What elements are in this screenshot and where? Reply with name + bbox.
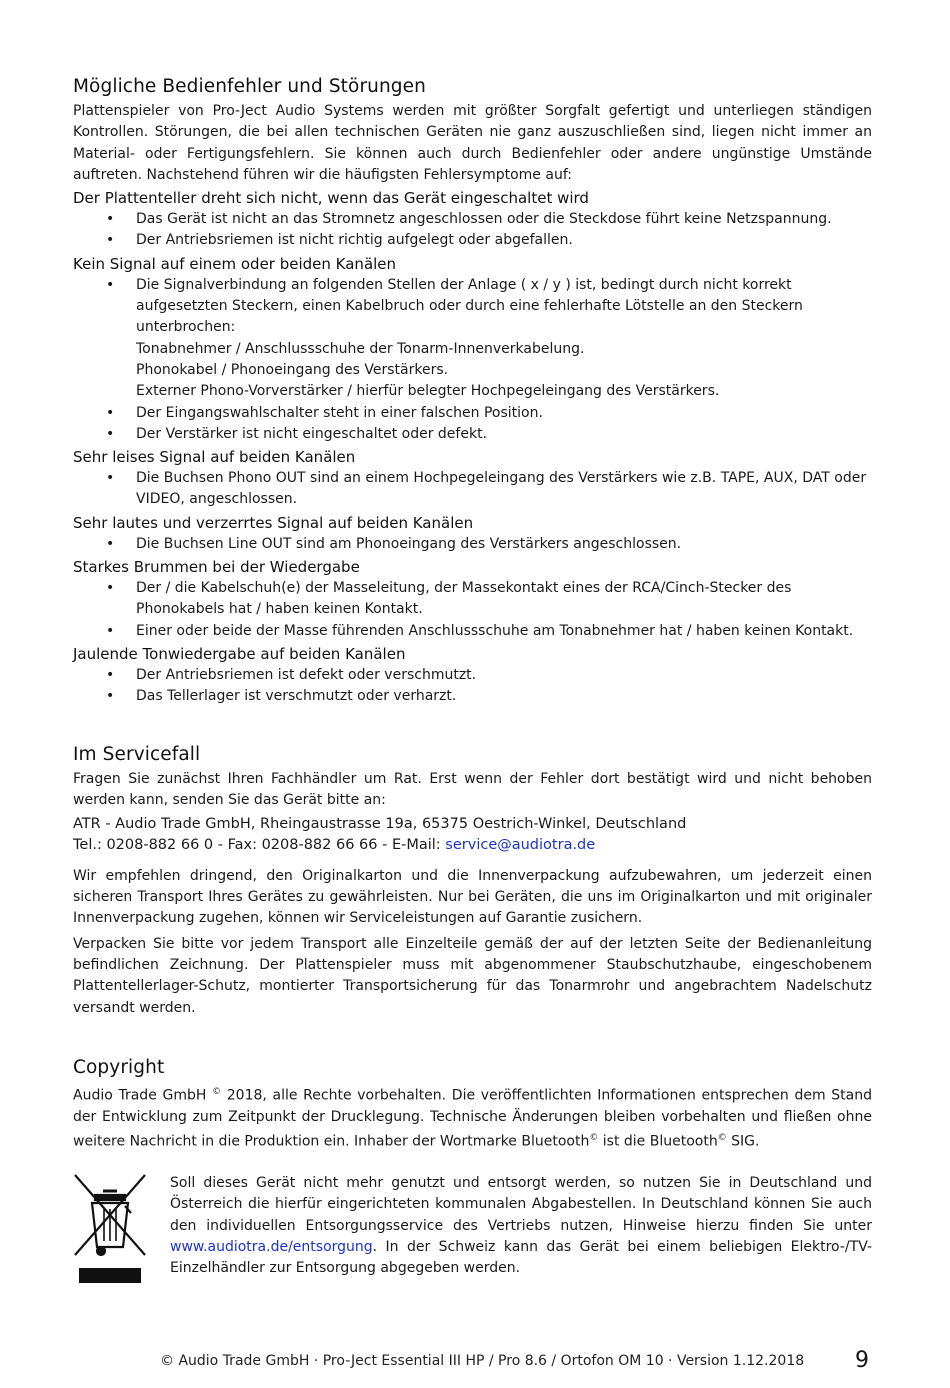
problem-list: [73, 665, 872, 708]
list-item: • Die Signalverbindung an folgenden Stellen der Anlage ( x / y ) ist, bedingt durch nicht korrekt aufgesetzten Steckern, einen Kabelbruch oder durch eine fehlerhafte Lötstelle an den Steckern unterbrochen: Tonabnehmer / Anschlussschuhe der Tonarm-Innenverkabelung. Phonokabel / Phonoeingang des Verstärkers. Externer Phono-Vorverstärker / hierfür belegter Hochpegeleingang des Verstärkers.: [73, 275, 872, 403]
bullet-icon: •: [106, 425, 115, 442]
problem-list: [73, 468, 872, 511]
bullet-icon: •: [106, 622, 115, 639]
crossed-out-wheelie-bin-icon: [73, 1173, 151, 1289]
problem-list: [73, 275, 872, 445]
copyright-text: Audio Trade GmbH © 2018, alle Rechte vorbehalten. Die veröffentlichten Informationen entsprechen dem Stand der Entwicklung zum Zeitpunkt der Drucklegung. Technische Änderungen bleiben vorbehalten und fließen ohne weitere Nachricht in die Produktion ein. Inhaber der Wortmarke Bluetooth© ist die Bluetooth© SIG.: [73, 1086, 873, 1150]
bullet-icon: •: [106, 666, 115, 683]
term-phono-out: Phono OUT: [228, 470, 306, 487]
list-item: • Die Buchsen Line OUT sind am Phonoeingang des Verstärkers angeschlossen.: [73, 534, 872, 555]
problem-list: [73, 578, 872, 642]
list-item: • Der Eingangswahlschalter steht in einer falschen Position.: [73, 403, 872, 424]
list-item: • Die Buchsen Phono OUT sind an einem Hochpegeleingang des Verstärkers wie z.B. TAPE, AUX, DAT oder VIDEO, angeschlossen.: [106, 470, 867, 508]
sub-line: Tonabnehmer / Anschlussschuhe der Tonarm-Innenverkabelung.: [136, 340, 585, 357]
list-item: • Das Gerät ist nicht an das Stromnetz angeschlossen oder die Steckdose führt keine Netzspannung.: [73, 209, 872, 230]
disposal-link[interactable]: www.audiotra.de/entsorgung: [170, 1238, 373, 1255]
list-item: • Der Antriebsriemen ist defekt oder verschmutzt.: [73, 665, 872, 686]
sub-line: Phonokabel / Phonoeingang des Verstärkers.: [136, 361, 449, 378]
bullet-icon: •: [106, 232, 115, 249]
term-line-out: Line OUT: [228, 535, 292, 552]
page-footer: © Audio Trade GmbH · Pro-Ject Essential III HP / Pro 8.6 / Ortofon OM 10 · Version 1.12.2018: [160, 1353, 805, 1369]
list-item: • Das Tellerlager ist verschmutzt oder verharzt.: [73, 686, 872, 707]
sub-line: Externer Phono-Vorverstärker / hierfür belegter Hochpegeleingang des Verstärkers.: [136, 383, 720, 400]
bullet-icon: •: [106, 470, 115, 487]
list-item: • Einer oder beide der Masse führenden Anschlussschuhe am Tonabnehmer hat / haben keinen Kontakt.: [73, 621, 872, 642]
bullet-icon: •: [106, 276, 115, 293]
weee-disposal-text: Soll dieses Gerät nicht mehr genutzt und entsorgt werden, so nutzen Sie in Deutschland und Österreich die hierfür eingerichteten kommunalen Abgabestellen. In Deutschland können Sie auch den individuellen Entsorgungsservice des Vertriebs nutzen, Hinweise hierzu finden Sie unter www.audiotra.de/entsorgung. In der Schweiz kann das Gerät bei einem beliebigen Elektro-/TV-Einzelhändler zur Entsorgung abgegeben werden.: [170, 1175, 872, 1277]
problem-list: [73, 534, 872, 555]
problem-heading: Kein Signal auf einem oder beiden Kanälen: [73, 254, 397, 273]
problem-heading: Starkes Brummen bei der Wiedergabe: [73, 558, 360, 577]
troubleshooting-intro: Plattenspieler von Pro-Ject Audio Systems werden mit größter Sorgfalt gefertigt und unterliegen ständigen Kontrollen. Störungen, die bei allen technischen Geräten nie ganz auszuschließen sind, liegen nicht immer an Material- oder Fertigungsfehlern. Sie können auch durch Bedienfehler oder andere ungünstige Umstände auftreten. Nachstehend führen wir die häufigsten Fehlersymptome auf:: [73, 103, 872, 183]
bullet-icon: •: [106, 688, 115, 705]
list-item: • Der Antriebsriemen ist nicht richtig aufgelegt oder abgefallen.: [73, 230, 872, 251]
bullet-icon: •: [106, 211, 115, 228]
weee-disposal-block: [73, 1173, 872, 1289]
section-title-troubleshooting: Mögliche Bedienfehler und Störungen: [73, 76, 426, 97]
problem-heading: Sehr lautes und verzerrtes Signal auf beiden Kanälen: [73, 513, 474, 532]
problem-list: [73, 209, 872, 252]
service-contact: Tel.: 0208-882 66 0 - Fax: 0208-882 66 66 - E-Mail: service@audiotra.de: [73, 837, 596, 854]
section-title-copyright: Copyright: [73, 1056, 165, 1078]
problem-heading: Sehr leises Signal auf beiden Kanälen: [73, 448, 356, 467]
section-title-service: Im Servicefall: [73, 743, 201, 765]
service-packaging-note: Wir empfehlen dringend, den Originalkarton und die Innenverpackung aufzubewahren, um jederzeit einen sicheren Transport Ihres Gerätes zu gewährleisten. Nur bei Geräten, die uns im Originalkarton und mit originaler Innenverpackung zugehen, können wir Serviceleistungen auf Garantie zusichern.: [73, 867, 872, 927]
service-transport-note: Verpacken Sie bitte vor jedem Transport alle Einzelteile gemäß der auf der letzten Seite der Bedienanleitung befindlichen Zeichnung. Der Plattenspieler muss mit abgenommener Staubschutzhaube, eingeschobenem Plattentellerlager-Schutz, montierter Transportsicherung für das Tonarmrohr und angebrachtem Nadelschutz versandt werden.: [73, 935, 872, 1016]
page-number: 9: [855, 1348, 869, 1373]
email-link[interactable]: service@audiotra.de: [445, 837, 596, 854]
list-item: • Der / die Kabelschuh(e) der Masseleitung, der Massekontakt eines der RCA/Cinch-Stecker des Phonokabels hat / haben keinen Kontakt.: [106, 580, 792, 618]
list-item: • Der Verstärker ist nicht eingeschaltet oder defekt.: [73, 424, 872, 445]
bullet-icon: •: [106, 404, 115, 421]
service-intro: Fragen Sie zunächst Ihren Fachhändler um Rat. Erst wenn der Fehler dort bestätigt wird und nicht behoben werden kann, senden Sie das Gerät bitte an:: [73, 770, 872, 808]
document-page: [73, 76, 872, 1289]
bullet-icon: •: [106, 535, 115, 552]
bullet-icon: •: [106, 580, 115, 597]
service-address: ATR - Audio Trade GmbH, Rheingaustrasse 19a, 65375 Oestrich-Winkel, Deutschland: [73, 816, 687, 833]
problem-heading: Der Plattenteller dreht sich nicht, wenn das Gerät eingeschaltet wird: [73, 189, 589, 208]
problem-heading: Jaulende Tonwiedergabe auf beiden Kanälen: [73, 644, 406, 663]
